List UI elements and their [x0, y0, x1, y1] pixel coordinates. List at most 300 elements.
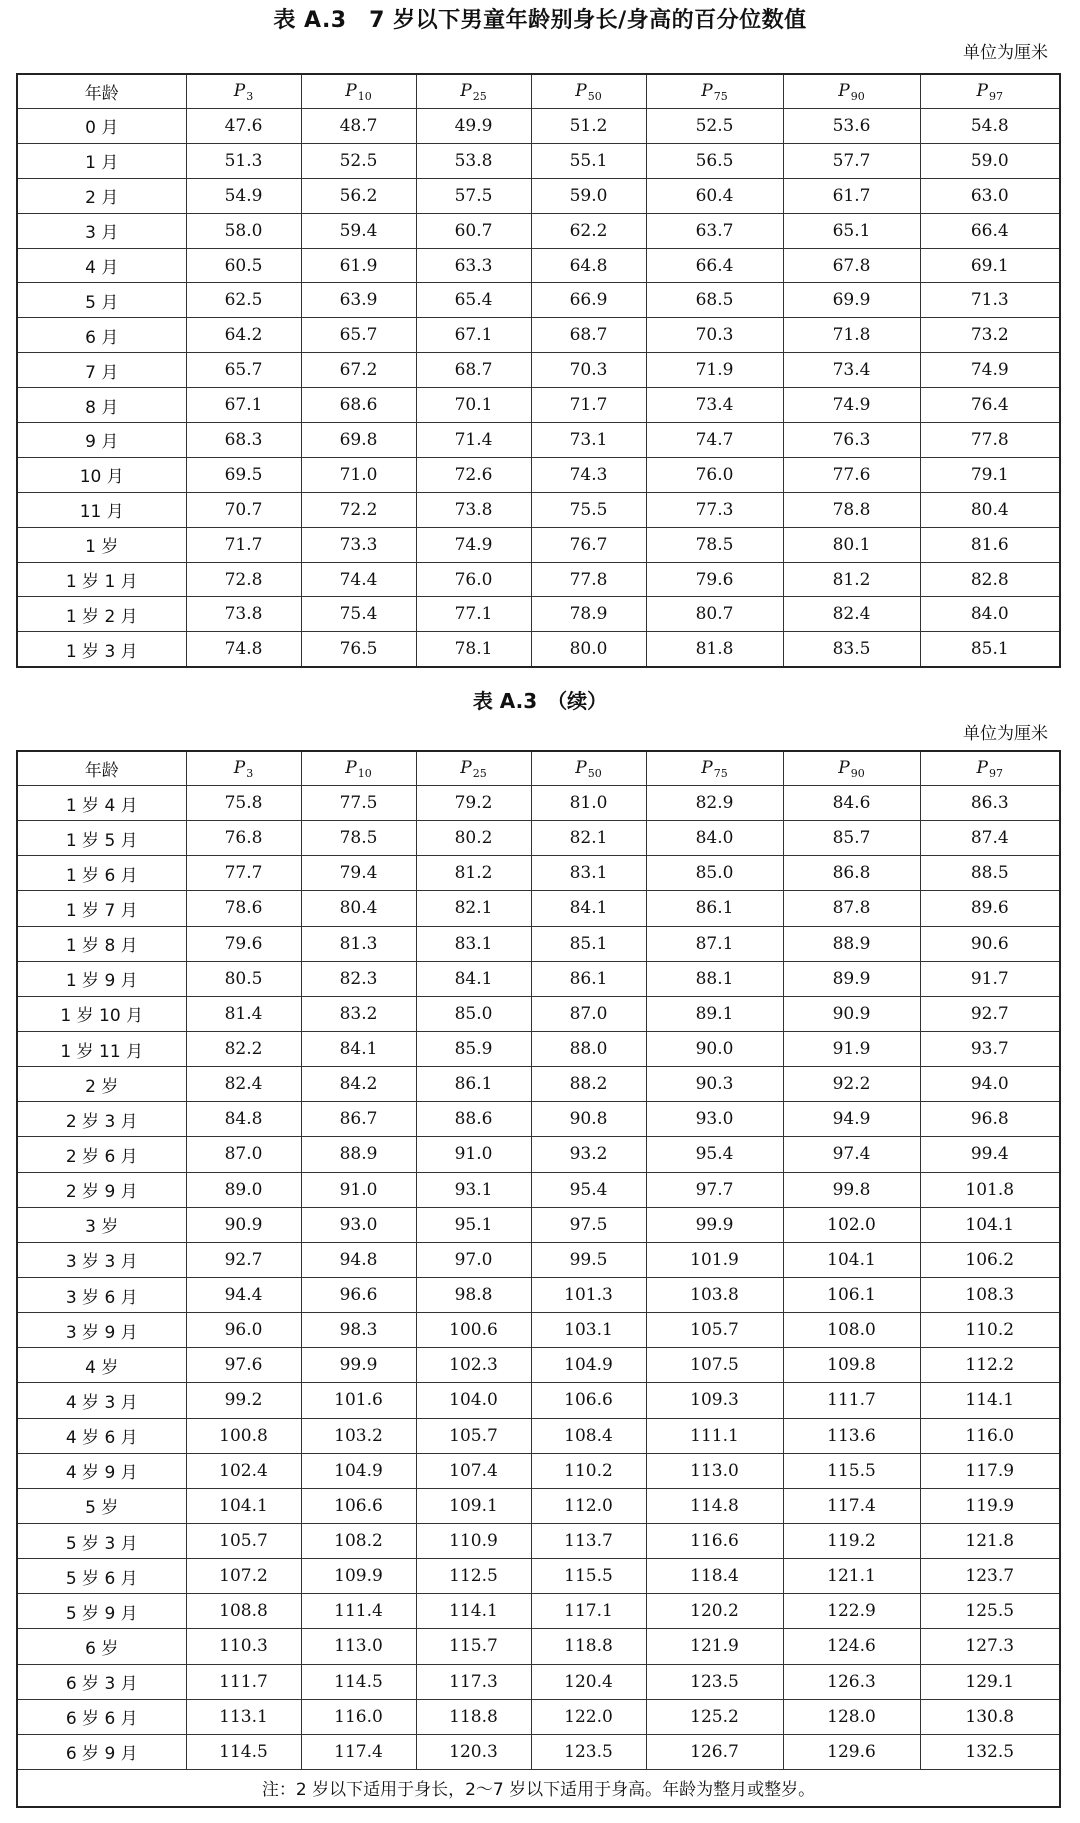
- value-cell: 60.4: [646, 178, 783, 213]
- value-cell: 108.3: [920, 1277, 1060, 1312]
- value-cell: 97.0: [416, 1242, 531, 1277]
- value-cell: 63.9: [301, 283, 416, 318]
- table-row: [17, 1172, 1060, 1207]
- value-cell: 113.0: [301, 1629, 416, 1664]
- value-cell: 62.5: [186, 283, 301, 318]
- value-cell: 95.1: [416, 1207, 531, 1242]
- value-cell: 101.9: [646, 1242, 783, 1277]
- value-cell: 68.3: [186, 423, 301, 458]
- percentile-subscript: 90: [850, 766, 865, 780]
- table-row: [17, 1453, 1060, 1488]
- value-cell: 55.1: [531, 143, 646, 178]
- value-cell: 80.4: [920, 492, 1060, 527]
- value-cell: 114.5: [301, 1664, 416, 1699]
- table-row: [17, 1207, 1060, 1242]
- value-cell: 127.3: [920, 1629, 1060, 1664]
- value-cell: 79.2: [416, 786, 531, 821]
- table-row: [17, 109, 1060, 144]
- age-cell: 1 岁 7 月: [17, 891, 186, 926]
- value-cell: 72.2: [301, 492, 416, 527]
- value-cell: 88.5: [920, 856, 1060, 891]
- value-cell: 76.4: [920, 388, 1060, 423]
- value-cell: 111.1: [646, 1418, 783, 1453]
- age-column-header: 年龄: [17, 751, 186, 786]
- value-cell: 78.5: [301, 821, 416, 856]
- value-cell: 61.9: [301, 248, 416, 283]
- value-cell: 71.9: [646, 353, 783, 388]
- value-cell: 67.1: [416, 318, 531, 353]
- percentile-header: [920, 751, 1060, 786]
- value-cell: 66.4: [920, 213, 1060, 248]
- value-cell: 124.6: [783, 1629, 920, 1664]
- value-cell: 70.7: [186, 492, 301, 527]
- age-cell: 9 月: [17, 423, 186, 458]
- table-row: [17, 1418, 1060, 1453]
- value-cell: 86.1: [531, 961, 646, 996]
- value-cell: 70.1: [416, 388, 531, 423]
- value-cell: 119.9: [920, 1488, 1060, 1523]
- value-cell: 126.3: [783, 1664, 920, 1699]
- value-cell: 70.3: [531, 353, 646, 388]
- value-cell: 119.2: [783, 1523, 920, 1558]
- table-row: [17, 492, 1060, 527]
- age-cell: 4 岁 6 月: [17, 1418, 186, 1453]
- table-row: [17, 562, 1060, 597]
- value-cell: 74.4: [301, 562, 416, 597]
- value-cell: 103.1: [531, 1313, 646, 1348]
- value-cell: 47.6: [186, 109, 301, 144]
- value-cell: 123.5: [646, 1664, 783, 1699]
- value-cell: 59.4: [301, 213, 416, 248]
- value-cell: 110.2: [920, 1313, 1060, 1348]
- value-cell: 79.1: [920, 457, 1060, 492]
- value-cell: 82.4: [783, 597, 920, 632]
- value-cell: 62.2: [531, 213, 646, 248]
- value-cell: 84.1: [416, 961, 531, 996]
- table-row: [17, 1067, 1060, 1102]
- value-cell: 115.5: [783, 1453, 920, 1488]
- value-cell: 87.8: [783, 891, 920, 926]
- value-cell: 109.9: [301, 1559, 416, 1594]
- percentile-header: [646, 751, 783, 786]
- value-cell: 100.8: [186, 1418, 301, 1453]
- table-row: [17, 143, 1060, 178]
- value-cell: 91.9: [783, 1031, 920, 1066]
- table-row: [17, 1383, 1060, 1418]
- value-cell: 116.0: [920, 1418, 1060, 1453]
- value-cell: 73.2: [920, 318, 1060, 353]
- continued-table-title: 表 A.3 （续）: [472, 689, 608, 713]
- value-cell: 94.0: [920, 1067, 1060, 1102]
- age-cell: 1 岁 3 月: [17, 632, 186, 667]
- value-cell: 99.9: [301, 1348, 416, 1383]
- value-cell: 97.5: [531, 1207, 646, 1242]
- table-row: [17, 423, 1060, 458]
- value-cell: 116.6: [646, 1523, 783, 1558]
- value-cell: 73.4: [646, 388, 783, 423]
- value-cell: 94.9: [783, 1102, 920, 1137]
- value-cell: 78.8: [783, 492, 920, 527]
- percentile-subscript: 97: [988, 766, 1003, 780]
- value-cell: 88.9: [301, 1137, 416, 1172]
- value-cell: 103.8: [646, 1277, 783, 1312]
- value-cell: 88.6: [416, 1102, 531, 1137]
- value-cell: 100.6: [416, 1313, 531, 1348]
- age-cell: 5 岁 6 月: [17, 1559, 186, 1594]
- percentile-header: [531, 751, 646, 786]
- age-cell: 6 岁: [17, 1629, 186, 1664]
- value-cell: 71.7: [531, 388, 646, 423]
- percentile-header: [416, 74, 531, 109]
- value-cell: 114.5: [186, 1734, 301, 1769]
- value-cell: 121.8: [920, 1523, 1060, 1558]
- value-cell: 130.8: [920, 1699, 1060, 1734]
- table-row: [17, 1664, 1060, 1699]
- value-cell: 96.8: [920, 1102, 1060, 1137]
- value-cell: 85.0: [416, 996, 531, 1031]
- table-row: [17, 1594, 1060, 1629]
- value-cell: 117.4: [783, 1488, 920, 1523]
- age-cell: 1 岁 4 月: [17, 786, 186, 821]
- value-cell: 77.7: [186, 856, 301, 891]
- value-cell: 92.2: [783, 1067, 920, 1102]
- value-cell: 78.9: [531, 597, 646, 632]
- value-cell: 83.1: [416, 926, 531, 961]
- value-cell: 79.6: [186, 926, 301, 961]
- value-cell: 84.8: [186, 1102, 301, 1137]
- unit-label: 单位为厘米: [963, 43, 1048, 63]
- value-cell: 91.0: [416, 1137, 531, 1172]
- table-body: [17, 109, 1060, 668]
- value-cell: 129.6: [783, 1734, 920, 1769]
- age-cell: 3 岁: [17, 1207, 186, 1242]
- percentile-symbol: P: [575, 80, 587, 101]
- value-cell: 80.2: [416, 821, 531, 856]
- age-cell: 1 岁: [17, 527, 186, 562]
- age-cell: 4 岁: [17, 1348, 186, 1383]
- value-cell: 113.0: [646, 1453, 783, 1488]
- age-cell: 4 岁 3 月: [17, 1383, 186, 1418]
- value-cell: 110.2: [531, 1453, 646, 1488]
- value-cell: 52.5: [646, 109, 783, 144]
- value-cell: 49.9: [416, 109, 531, 144]
- value-cell: 63.3: [416, 248, 531, 283]
- table-row: [17, 527, 1060, 562]
- age-cell: 1 岁 1 月: [17, 562, 186, 597]
- value-cell: 65.1: [783, 213, 920, 248]
- value-cell: 108.0: [783, 1313, 920, 1348]
- value-cell: 107.5: [646, 1348, 783, 1383]
- age-cell: 2 月: [17, 178, 186, 213]
- value-cell: 106.6: [531, 1383, 646, 1418]
- value-cell: 85.1: [531, 926, 646, 961]
- value-cell: 85.7: [783, 821, 920, 856]
- value-cell: 84.0: [646, 821, 783, 856]
- value-cell: 84.1: [301, 1031, 416, 1066]
- value-cell: 104.1: [783, 1242, 920, 1277]
- table-row: [17, 891, 1060, 926]
- table-row: [17, 1523, 1060, 1558]
- value-cell: 48.7: [301, 109, 416, 144]
- value-cell: 51.3: [186, 143, 301, 178]
- table-row: [17, 1277, 1060, 1312]
- value-cell: 85.9: [416, 1031, 531, 1066]
- percentile-header: [416, 751, 531, 786]
- table-row: [17, 318, 1060, 353]
- value-cell: 104.9: [531, 1348, 646, 1383]
- value-cell: 60.5: [186, 248, 301, 283]
- value-cell: 93.7: [920, 1031, 1060, 1066]
- value-cell: 112.5: [416, 1559, 531, 1594]
- value-cell: 77.8: [531, 562, 646, 597]
- value-cell: 125.5: [920, 1594, 1060, 1629]
- value-cell: 88.1: [646, 961, 783, 996]
- value-cell: 97.7: [646, 1172, 783, 1207]
- value-cell: 77.1: [416, 597, 531, 632]
- value-cell: 83.1: [531, 856, 646, 891]
- value-cell: 84.2: [301, 1067, 416, 1102]
- value-cell: 58.0: [186, 213, 301, 248]
- value-cell: 65.7: [301, 318, 416, 353]
- value-cell: 77.3: [646, 492, 783, 527]
- age-cell: 6 月: [17, 318, 186, 353]
- table-row: [17, 353, 1060, 388]
- age-cell: 6 岁 3 月: [17, 1664, 186, 1699]
- value-cell: 76.0: [646, 457, 783, 492]
- value-cell: 63.0: [920, 178, 1060, 213]
- percentile-symbol: P: [345, 80, 357, 101]
- value-cell: 113.1: [186, 1699, 301, 1734]
- table-row: [17, 283, 1060, 318]
- value-cell: 101.3: [531, 1277, 646, 1312]
- value-cell: 87.4: [920, 821, 1060, 856]
- percentile-header: [783, 74, 920, 109]
- percentile-subscript: 75: [713, 766, 728, 780]
- value-cell: 57.7: [783, 143, 920, 178]
- value-cell: 122.9: [783, 1594, 920, 1629]
- value-cell: 90.9: [783, 996, 920, 1031]
- value-cell: 105.7: [416, 1418, 531, 1453]
- age-cell: 5 岁: [17, 1488, 186, 1523]
- value-cell: 126.7: [646, 1734, 783, 1769]
- value-cell: 64.2: [186, 318, 301, 353]
- table-row: [17, 457, 1060, 492]
- value-cell: 80.0: [531, 632, 646, 667]
- age-cell: 1 岁 6 月: [17, 856, 186, 891]
- value-cell: 54.8: [920, 109, 1060, 144]
- percentile-symbol: P: [233, 757, 246, 778]
- value-cell: 89.6: [920, 891, 1060, 926]
- value-cell: 82.4: [186, 1067, 301, 1102]
- value-cell: 104.9: [301, 1453, 416, 1488]
- value-cell: 85.1: [920, 632, 1060, 667]
- value-cell: 88.9: [783, 926, 920, 961]
- value-cell: 57.5: [416, 178, 531, 213]
- value-cell: 68.7: [531, 318, 646, 353]
- age-cell: 6 岁 9 月: [17, 1734, 186, 1769]
- value-cell: 96.6: [301, 1277, 416, 1312]
- value-cell: 99.4: [920, 1137, 1060, 1172]
- value-cell: 94.8: [301, 1242, 416, 1277]
- value-cell: 72.6: [416, 457, 531, 492]
- value-cell: 117.3: [416, 1664, 531, 1699]
- value-cell: 92.7: [186, 1242, 301, 1277]
- value-cell: 106.1: [783, 1277, 920, 1312]
- value-cell: 111.7: [783, 1383, 920, 1418]
- table-row: [17, 1734, 1060, 1769]
- value-cell: 105.7: [186, 1523, 301, 1558]
- age-cell: 3 岁 6 月: [17, 1277, 186, 1312]
- age-cell: 1 岁 8 月: [17, 926, 186, 961]
- value-cell: 97.6: [186, 1348, 301, 1383]
- value-cell: 90.9: [186, 1207, 301, 1242]
- value-cell: 88.0: [531, 1031, 646, 1066]
- value-cell: 91.0: [301, 1172, 416, 1207]
- percentile-symbol: P: [575, 757, 587, 778]
- value-cell: 83.2: [301, 996, 416, 1031]
- value-cell: 73.8: [186, 597, 301, 632]
- value-cell: 108.8: [186, 1594, 301, 1629]
- value-cell: 102.0: [783, 1207, 920, 1242]
- value-cell: 66.9: [531, 283, 646, 318]
- value-cell: 115.5: [531, 1559, 646, 1594]
- percentile-header: [783, 751, 920, 786]
- value-cell: 101.6: [301, 1383, 416, 1418]
- value-cell: 90.8: [531, 1102, 646, 1137]
- value-cell: 112.2: [920, 1348, 1060, 1383]
- value-cell: 104.0: [416, 1383, 531, 1418]
- value-cell: 73.8: [416, 492, 531, 527]
- percentile-subscript: 90: [850, 89, 865, 103]
- value-cell: 73.1: [531, 423, 646, 458]
- value-cell: 108.4: [531, 1418, 646, 1453]
- value-cell: 61.7: [783, 178, 920, 213]
- value-cell: 120.3: [416, 1734, 531, 1769]
- table-row: [17, 1629, 1060, 1664]
- age-column-header: 年龄: [17, 74, 186, 109]
- value-cell: 109.1: [416, 1488, 531, 1523]
- value-cell: 108.2: [301, 1523, 416, 1558]
- age-cell: 1 岁 10 月: [17, 996, 186, 1031]
- value-cell: 82.2: [186, 1031, 301, 1066]
- percentile-subscript: 3: [246, 766, 254, 780]
- age-cell: 11 月: [17, 492, 186, 527]
- value-cell: 109.3: [646, 1383, 783, 1418]
- value-cell: 81.3: [301, 926, 416, 961]
- value-cell: 114.8: [646, 1488, 783, 1523]
- value-cell: 81.2: [416, 856, 531, 891]
- value-cell: 98.3: [301, 1313, 416, 1348]
- value-cell: 123.5: [531, 1734, 646, 1769]
- value-cell: 118.4: [646, 1559, 783, 1594]
- value-cell: 93.0: [301, 1207, 416, 1242]
- percentile-symbol: P: [976, 757, 988, 778]
- value-cell: 90.0: [646, 1031, 783, 1066]
- value-cell: 106.6: [301, 1488, 416, 1523]
- table-row: [17, 1031, 1060, 1066]
- value-cell: 104.1: [920, 1207, 1060, 1242]
- percentile-symbol: P: [460, 757, 472, 778]
- age-cell: 2 岁 3 月: [17, 1102, 186, 1137]
- value-cell: 60.7: [416, 213, 531, 248]
- value-cell: 76.5: [301, 632, 416, 667]
- value-cell: 75.5: [531, 492, 646, 527]
- value-cell: 74.7: [646, 423, 783, 458]
- value-cell: 69.9: [783, 283, 920, 318]
- percentile-table-continued: [16, 750, 1061, 1808]
- value-cell: 97.4: [783, 1137, 920, 1172]
- percentile-subscript: 50: [587, 89, 602, 103]
- percentile-subscript: 10: [357, 89, 372, 103]
- value-cell: 71.3: [920, 283, 1060, 318]
- age-cell: 5 岁 3 月: [17, 1523, 186, 1558]
- value-cell: 67.1: [186, 388, 301, 423]
- percentile-header: [186, 74, 301, 109]
- value-cell: 125.2: [646, 1699, 783, 1734]
- value-cell: 73.4: [783, 353, 920, 388]
- value-cell: 71.8: [783, 318, 920, 353]
- percentile-symbol: P: [345, 757, 357, 778]
- value-cell: 75.8: [186, 786, 301, 821]
- value-cell: 74.9: [416, 527, 531, 562]
- percentile-symbol: P: [838, 757, 850, 778]
- value-cell: 99.8: [783, 1172, 920, 1207]
- value-cell: 82.8: [920, 562, 1060, 597]
- value-cell: 121.1: [783, 1559, 920, 1594]
- value-cell: 111.7: [186, 1664, 301, 1699]
- table-row: [17, 996, 1060, 1031]
- value-cell: 77.5: [301, 786, 416, 821]
- age-cell: 10 月: [17, 457, 186, 492]
- value-cell: 74.8: [186, 632, 301, 667]
- value-cell: 86.3: [920, 786, 1060, 821]
- age-cell: 1 月: [17, 143, 186, 178]
- value-cell: 80.4: [301, 891, 416, 926]
- percentile-symbol: P: [976, 80, 988, 101]
- table-row: [17, 178, 1060, 213]
- percentile-header: [920, 74, 1060, 109]
- table-row: [17, 388, 1060, 423]
- value-cell: 120.4: [531, 1664, 646, 1699]
- value-cell: 69.1: [920, 248, 1060, 283]
- age-cell: 1 岁 11 月: [17, 1031, 186, 1066]
- value-cell: 71.4: [416, 423, 531, 458]
- value-cell: 81.0: [531, 786, 646, 821]
- value-cell: 122.0: [531, 1699, 646, 1734]
- value-cell: 99.5: [531, 1242, 646, 1277]
- value-cell: 89.9: [783, 961, 920, 996]
- table-row: [17, 926, 1060, 961]
- table-row: [17, 248, 1060, 283]
- percentile-subscript: 75: [713, 89, 728, 103]
- value-cell: 117.1: [531, 1594, 646, 1629]
- header-row: [17, 74, 1060, 109]
- table-row: [17, 1137, 1060, 1172]
- value-cell: 86.7: [301, 1102, 416, 1137]
- value-cell: 110.3: [186, 1629, 301, 1664]
- value-cell: 59.0: [531, 178, 646, 213]
- age-cell: 5 岁 9 月: [17, 1594, 186, 1629]
- table-row: [17, 1313, 1060, 1348]
- age-cell: 3 岁 9 月: [17, 1313, 186, 1348]
- value-cell: 82.1: [531, 821, 646, 856]
- value-cell: 88.2: [531, 1067, 646, 1102]
- value-cell: 80.1: [783, 527, 920, 562]
- value-cell: 68.6: [301, 388, 416, 423]
- age-cell: 8 月: [17, 388, 186, 423]
- value-cell: 76.8: [186, 821, 301, 856]
- value-cell: 76.0: [416, 562, 531, 597]
